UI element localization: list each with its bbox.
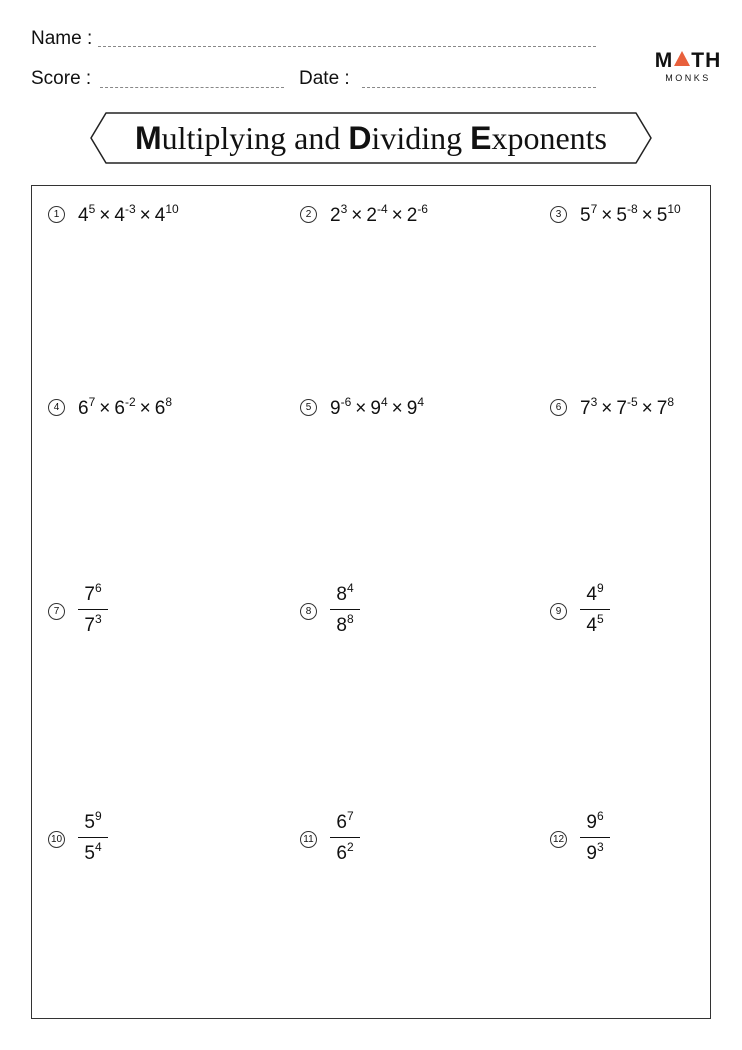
problem-number: 7 [48,603,65,620]
numerator [84,809,101,834]
denominator-exponent: 3 [94,612,102,626]
term-base: 2 [366,205,377,226]
denominator [336,612,353,637]
term-base: 5 [580,205,591,226]
title-word-2: and [286,119,349,156]
numerator-exponent: 9 [596,581,604,595]
term-exponent: -5 [626,395,638,409]
numerator-base: 7 [84,584,95,605]
term-power [616,395,638,419]
title-cap-d: D [348,119,372,156]
logo-subtext: MONKS [665,73,711,83]
term-exponent: 7 [88,395,96,409]
times-symbol: × [391,205,403,226]
term-power [580,202,598,226]
problem-4 [48,395,172,420]
product-expression [330,395,424,420]
term-exponent: 4 [417,395,424,409]
denominator-base: 6 [336,843,347,864]
term-power [580,395,598,419]
term-power [406,202,428,226]
term-exponent: 10 [165,202,179,216]
numerator [586,809,603,834]
term-base: 6 [114,398,125,419]
numerator-power [84,809,102,833]
fraction-expression [330,809,360,865]
term-base: 9 [330,398,341,419]
product-expression [330,202,428,227]
fraction-expression [78,809,108,865]
numerator-power [84,581,102,605]
term-base: 7 [656,398,668,419]
product-expression [580,202,681,227]
problem-11 [300,809,360,865]
denominator [84,840,101,865]
date-label: Date : [299,68,350,89]
fraction-bar [330,609,360,610]
numerator-base: 6 [336,812,347,833]
title-word-3: ividing [371,119,463,156]
logo-text-right: TH [691,49,722,72]
term-base: 6 [78,398,89,419]
times-symbol: × [601,398,613,419]
numerator-base: 9 [586,812,597,833]
term-power [78,395,96,419]
numerator-power [586,581,604,605]
numerator-base: 8 [336,584,347,605]
problem-10 [48,809,108,865]
term-power [406,395,424,419]
logo-text-left: M [654,49,674,72]
problem-5 [300,395,424,420]
score-field[interactable] [100,87,284,88]
term-power [330,202,348,226]
numerator-base: 5 [84,812,95,833]
times-symbol: × [139,205,151,226]
numerator-exponent: 6 [596,809,604,823]
problem-number: 6 [550,399,567,416]
denominator-base: 8 [336,615,347,636]
denominator [586,840,603,865]
term-exponent: 8 [667,395,674,409]
term-exponent: 3 [590,395,598,409]
term-exponent: -6 [417,202,428,216]
title-word-4: xponents [491,119,607,156]
times-symbol: × [355,398,367,419]
numerator [586,581,603,606]
denominator-exponent: 2 [346,840,354,854]
term-exponent: -4 [376,202,388,216]
numerator-exponent: 9 [94,809,102,823]
numerator-exponent: 7 [346,809,354,823]
times-symbol: × [99,398,111,419]
times-symbol: × [99,205,111,226]
numerator-power [586,809,604,833]
date-field[interactable] [362,87,596,88]
title-cap-e: E [470,119,492,156]
term-base: 9 [406,398,418,419]
fraction-bar [330,837,360,838]
fraction-bar [78,837,108,838]
denominator-base: 5 [84,843,95,864]
term-base: 7 [616,398,627,419]
denominator-exponent: 4 [94,840,102,854]
title-word-1: ultiplying [161,119,287,156]
numerator-base: 4 [586,584,597,605]
product-expression [78,395,172,420]
times-symbol: × [641,398,653,419]
fraction-bar [580,609,610,610]
denominator-base: 9 [586,843,597,864]
problem-7 [48,581,108,637]
term-power [154,202,179,226]
name-label: Name : [31,28,93,49]
problem-number: 9 [550,603,567,620]
term-exponent: 4 [380,395,388,409]
problem-number: 2 [300,206,317,223]
name-field[interactable] [98,46,596,47]
term-power [78,202,96,226]
numerator [336,581,353,606]
term-power [656,202,681,226]
triangle-icon [674,51,690,66]
fraction-expression [580,809,610,865]
denominator-power [336,612,354,636]
times-symbol: × [391,398,403,419]
problem-3 [550,202,681,227]
problem-number: 4 [48,399,65,416]
product-expression [580,395,674,420]
denominator-power [586,612,604,636]
problem-number: 1 [48,206,65,223]
term-base: 7 [580,398,591,419]
term-exponent: 3 [340,202,348,216]
term-exponent: 10 [667,202,681,216]
problem-number: 8 [300,603,317,620]
term-power [330,395,352,419]
math-monks-logo [648,50,728,83]
denominator-base: 7 [84,615,95,636]
numerator-exponent: 4 [346,581,354,595]
denominator-exponent: 5 [596,612,604,626]
title-cap-m: M [135,119,162,156]
term-base: 4 [154,205,166,226]
product-expression [78,202,179,227]
fraction-bar [580,837,610,838]
problem-number: 12 [550,831,567,848]
numerator [336,809,353,834]
denominator-exponent: 8 [346,612,354,626]
term-base: 2 [406,205,418,226]
problem-8 [300,581,360,637]
problem-2 [300,202,428,227]
numerator-exponent: 6 [94,581,102,595]
problem-number: 10 [48,831,65,848]
term-exponent: 7 [590,202,598,216]
numerator-power [336,581,354,605]
denominator-power [84,840,102,864]
term-power [616,202,638,226]
times-symbol: × [641,205,653,226]
term-exponent: 5 [88,202,96,216]
term-base: 2 [330,205,341,226]
term-base: 4 [114,205,125,226]
term-exponent: -3 [124,202,136,216]
numerator [84,581,101,606]
times-symbol: × [601,205,613,226]
term-power [154,395,172,419]
term-base: 6 [154,398,166,419]
term-base: 5 [616,205,627,226]
problem-number: 11 [300,831,317,848]
denominator-power [586,840,604,864]
term-power [114,395,136,419]
fraction-expression [580,581,610,637]
term-exponent: 8 [165,395,172,409]
term-exponent: -6 [340,395,352,409]
term-power [114,202,136,226]
term-base: 4 [78,205,89,226]
denominator-base: 4 [586,615,597,636]
denominator-power [84,612,102,636]
term-power [366,202,388,226]
problem-number: 3 [550,206,567,223]
score-label: Score : [31,68,92,89]
page-title [90,112,652,164]
term-base: 5 [656,205,668,226]
numerator-power [336,809,354,833]
term-exponent: -8 [626,202,638,216]
problem-number: 5 [300,399,317,416]
problem-6 [550,395,674,420]
problem-9 [550,581,610,637]
term-power [370,395,388,419]
times-symbol: × [351,205,363,226]
denominator [586,612,603,637]
fraction-bar [78,609,108,610]
denominator-exponent: 3 [596,840,604,854]
denominator-power [336,840,354,864]
fraction-expression [330,581,360,637]
denominator [336,840,353,865]
times-symbol: × [139,398,151,419]
term-exponent: -2 [124,395,136,409]
fraction-expression [78,581,108,637]
problem-1 [48,202,179,227]
term-base: 9 [370,398,381,419]
denominator [84,612,101,637]
problem-12 [550,809,610,865]
term-power [656,395,674,419]
